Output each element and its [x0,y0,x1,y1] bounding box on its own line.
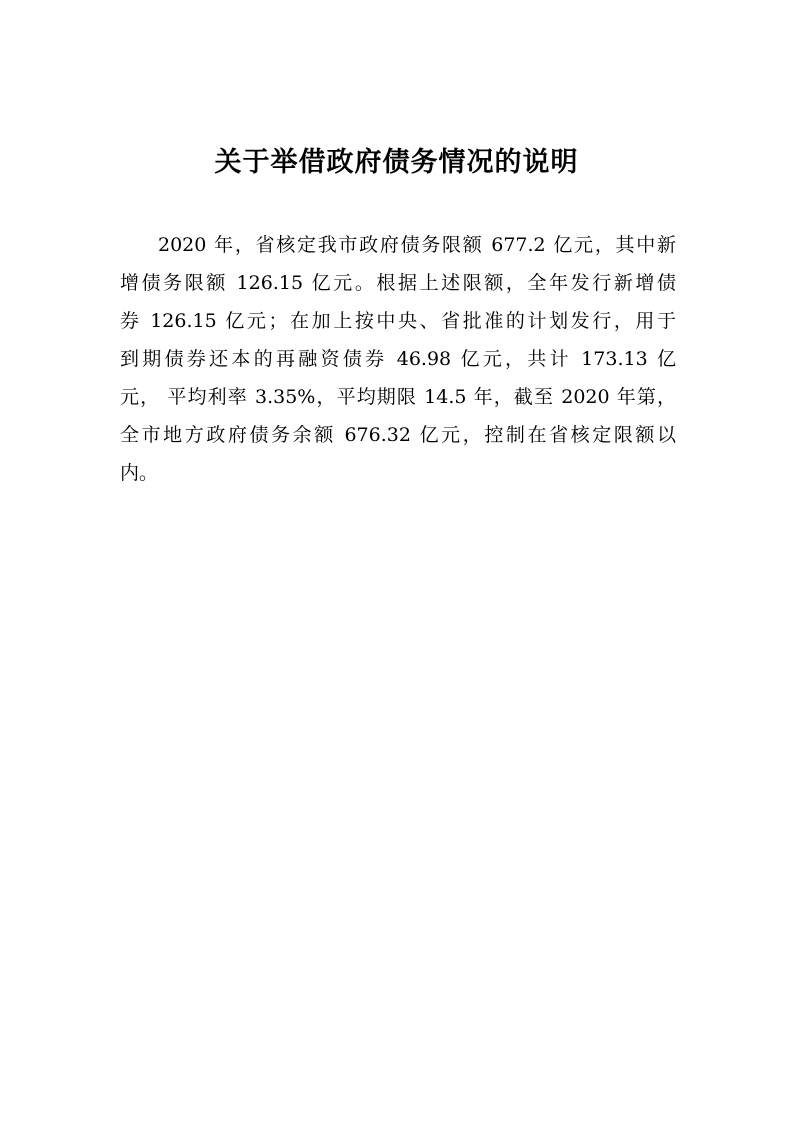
document-title: 关于举借政府债务情况的说明 [214,147,579,178]
paragraph-line: 全市地方政府债务余额 676.32 亿元，控制在省核定限额以 [120,424,676,446]
paragraph-line: 元， 平均利率 3.35%，平均期限 14.5 年，截至 2020 年第， [120,386,676,408]
paragraph-line: 增债务限额 126.15 亿元。根据上述限额，全年发行新增债 [120,272,676,294]
paragraph-line: 2020 年，省核定我市政府债务限额 677.2 亿元，其中新 [158,234,676,256]
document-body [120,226,676,492]
paragraph-line: 到期债券还本的再融资债券 46.98 亿元，共计 173.13 亿 [120,348,676,370]
paragraph-line: 券 126.15 亿元；在加上按中央、省批准的计划发行，用于 [120,310,676,332]
paragraph-line: 内。 [120,462,159,484]
